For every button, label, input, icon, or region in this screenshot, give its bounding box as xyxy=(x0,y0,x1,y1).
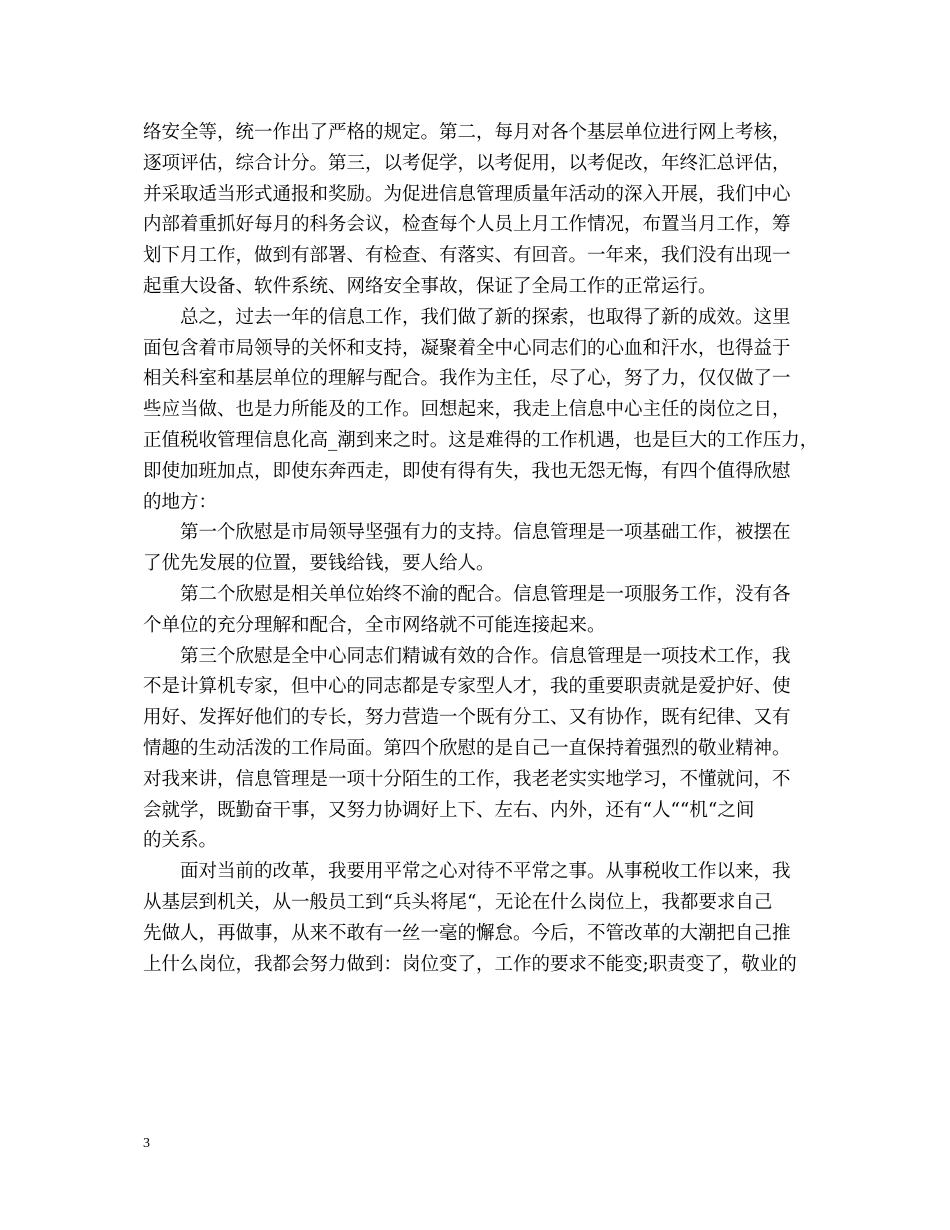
text-line: 第二个欣慰是相关单位始终不渝的配合。信息管理是一项服务工作，没有各 xyxy=(180,583,791,605)
text-line: 第三个欣慰是全中心同志们精诚有效的合作。信息管理是一项技术工作，我 xyxy=(180,645,791,667)
text-line: 并采取适当形式通报和奖励。为促进信息管理质量年活动的深入开展，我们中心 xyxy=(143,183,791,205)
text-line: 面包含着市局领导的关怀和支持，凝聚着全中心同志们的心血和汗水，也得益于 xyxy=(143,337,791,359)
text-line: 不是计算机专家，但中心的同志都是专家型人才，我的重要职责就是爱护好、使 xyxy=(143,676,791,698)
text-line: 面对当前的改革，我要用平常之心对待不平常之事。从事税收工作以来，我 xyxy=(180,861,791,883)
text-line: 个单位的充分理解和配合，全市网络就不可能连接起来。 xyxy=(143,614,606,636)
text-line: 情趣的生动活泼的工作局面。第四个欣慰的是自己一直保持着强烈的敬业精神。 xyxy=(143,737,791,759)
text-line: 正值税收管理信息化高_潮到来之时。这是难得的工作机遇，也是巨大的工作压力， xyxy=(143,429,819,451)
paragraph xyxy=(143,303,819,519)
text-line: 内部着重抓好每月的科务会议，检查每个人员上月工作情况，布置当月工作，筹 xyxy=(143,214,791,236)
paragraph xyxy=(143,580,813,642)
text-line: 划下月工作，做到有部署、有检查、有落实、有回音。一年来，我们没有出现一 xyxy=(143,245,791,267)
text-line: 会就学，既勤奋干事，又努力协调好上下、左右、内外，还有“人““机“之间 xyxy=(143,799,755,821)
page-number: 3 xyxy=(143,1136,150,1151)
text-line: 起重大设备、软件系统、网络安全事故，保证了全局工作的正常运行。 xyxy=(143,275,717,297)
paragraph xyxy=(143,642,813,858)
text-line: 对我来讲，信息管理是一项十分陌生的工作，我老老实实地学习，不懂就问，不 xyxy=(143,768,791,790)
text-line: 的关系。 xyxy=(143,830,218,852)
text-line: 相关科室和基层单位的理解与配合。我作为主任，尽了心，努了力，仅仅做了一 xyxy=(143,368,791,390)
text-line: 从基层到机关，从一般员工到“兵头将尾“，无论在什么岗位上，我都要求自己 xyxy=(143,891,773,913)
text-line: 了优先发展的位置，要钱给钱，要人给人。 xyxy=(143,553,495,575)
text-line: 用好、发挥好他们的专长，努力营造一个既有分工、又有协作，既有纪律、又有 xyxy=(143,707,791,729)
text-line: 先做人，再做事，从来不敢有一丝一毫的懈怠。今后，不管改革的大潮把自己推 xyxy=(143,922,791,944)
text-line: 即使加班加点，即使东奔西走，即使有得有失，我也无怨无悔，有四个值得欣慰 xyxy=(143,460,791,482)
text-line: 逐项评估，综合计分。第三，以考促学，以考促用，以考促改，年终汇总评估， xyxy=(143,152,791,174)
text-line: 上什么岗位，我都会努力做到：岗位变了，工作的要求不能变;职责变了，敬业的 xyxy=(143,953,797,975)
text-line: 总之，过去一年的信息工作，我们做了新的探索，也取得了新的成效。这里 xyxy=(180,306,791,328)
text-line: 第一个欣慰是市局领导坚强有力的支持。信息管理是一项基础工作，被摆在 xyxy=(180,522,791,544)
paragraph xyxy=(143,518,813,580)
text-line: 的地方： xyxy=(143,491,218,513)
paragraph xyxy=(143,118,813,303)
paragraph xyxy=(143,857,813,980)
text-line: 络安全等，统一作出了严格的规定。第二，每月对各个基层单位进行网上考核， xyxy=(143,122,791,143)
document-body xyxy=(143,118,819,980)
text-line: 些应当做、也是力所能及的工作。回想起来，我走上信息中心主任的岗位之日， xyxy=(143,399,791,421)
